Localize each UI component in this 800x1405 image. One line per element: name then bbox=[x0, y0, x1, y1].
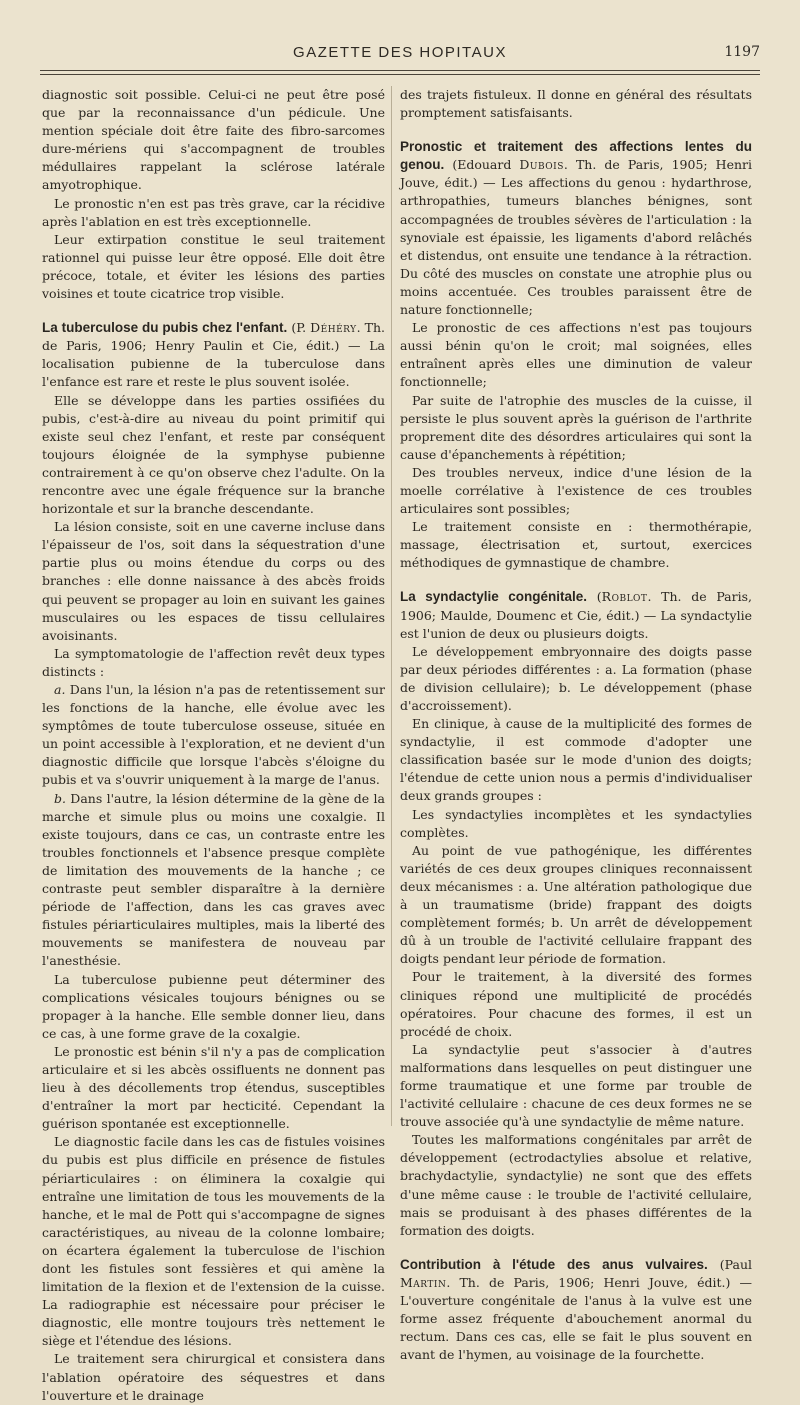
column-divider bbox=[391, 86, 392, 1126]
article-tuberculose-heading: La tuberculose du pubis chez l'enfant. (P. Déhéry. Th. de Paris, 1906; Henry Paulin et Cie, édit.) — La localisation pubienne de la tuberculose dans l'enfance est rare et reste le plus souvent isolée. bbox=[42, 320, 385, 390]
article-author: Roblot bbox=[601, 589, 648, 605]
header-rule-top bbox=[40, 70, 760, 71]
left-column bbox=[42, 86, 385, 1405]
article-title: La tuberculose du pubis chez l'enfant. bbox=[42, 320, 288, 336]
article-author: Déhéry bbox=[310, 320, 357, 336]
paragraph: Par suite de l'atrophie des muscles de la cuisse, il persiste le plus souvent après la guérison de l'arthrite proprement dite des désordres articulaires qui sont la cause d'épanchements à répétition; bbox=[400, 392, 752, 462]
article-syndactylie-heading: La syndactylie congénitale. (Roblot. Th. de Paris, 1906; Maulde, Doumenc et Cie, édit.) — La syndactylie est l'union de deux ou plusieurs doigts. bbox=[400, 589, 752, 641]
right-column bbox=[400, 86, 752, 1364]
article-citation: . Th. de Paris, 1906; Henri Jouve, édit.) — L'ouverture congénitale de l'anus à la vulve est une forme assez fréquente d'abouchement anormal du rectum. Dans ces cas, elle se fait le plus souvent en avant de l'hymen, au voisinage de la fourchette. bbox=[400, 1274, 752, 1363]
page-number: 1197 bbox=[724, 44, 760, 60]
paragraph: Pour le traitement, à la diversité des formes cliniques répond une multiplicité de procédés opératoires. Pour chacune des formes, il est un procédé de choix. bbox=[400, 969, 752, 1039]
paragraph: Des troubles nerveux, indice d'une lésion de la moelle corrélative à l'existence de ces troubles articulaires sont possibles; bbox=[400, 464, 752, 517]
paragraph: des trajets fistuleux. Il donne en général des résultats promptement satisfaisants. bbox=[400, 87, 752, 121]
paragraph: Le diagnostic facile dans les cas de fistules voisines du pubis est plus difficile en présence de fistules périarticulaires : on éliminera la coxalgie qui entraîne une limitation de tous les mouvements de la hanche, et le mal de Pott qui s'accompagne de signes caractéristiques, au niveau de la colonne lombaire; on écartera également la tuberculose de l'ischion dont les fistules sont fessières et qui amène la limitation de la flexion et de l'extension de la cuisse. La radiographie est nécessaire pour préciser le diagnostic, elle montre toujours très nettement le siège et l'étendue des lésions. bbox=[42, 1134, 385, 1349]
header-rule-bottom bbox=[40, 74, 760, 75]
paragraph: b. Dans l'autre, la lésion détermine de la gène de la marche et simule plus ou moins une coxalgie. Il existe toujours, dans ce cas, un contraste entre les troubles fonctionnels et l'absence presque complète de limitation des mouvements de la hanche ; ce contraste peut sembler disparaître à la dernière période de l'affection, dans les cas graves avec fistules périarticulaires multiples, mais la liberté des mouvements se manifestera de nouveau par l'anesthésie. bbox=[42, 790, 385, 969]
paragraph: Elle se développe dans les parties ossifiées du pubis, c'est-à-dire au niveau du point primitif qui existe seul chez l'enfant, et reste par conséquent toujours éloignée de la symphyse pubienne contrairement à ce qu'on observe chez l'adulte. On la rencontre avec une égale fréquence sur la branche horizontale et sur la branche descendante. bbox=[42, 392, 385, 517]
paragraph: La symptomatologie de l'affection revêt deux types distincts : bbox=[42, 645, 385, 679]
paragraph: Le traitement sera chirurgical et consistera dans l'ablation opératoire des séquestres et dans l'ouverture et le drainage bbox=[42, 1351, 385, 1403]
article-citation: . Th. de Paris, 1906; Maulde, Doumenc et Cie, édit.) — La syndactylie est l'union de deux ou plusieurs doigts. bbox=[400, 589, 752, 641]
page-header bbox=[40, 44, 760, 66]
paragraph: La syndactylie peut s'associer à d'autres malformations dans lesquelles on peut distinguer une forme traumatique et une forme par trouble de l'activité cellulaire : chacune de ces deux formes ne se trouve associée qu'à une syndactylie de même nature. bbox=[400, 1041, 752, 1130]
article-anus-heading: Contribution à l'étude des anus vulvaires. (Paul Martin. Th. de Paris, 1906; Henri Jouve, édit.) — L'ouverture congénitale de l'anus à la vulve est une forme assez fréquente d'abouchement anormal du rectum. Dans ces cas, elle se fait le plus souvent en avant de l'hymen, au voisinage de la fourchette. bbox=[400, 1256, 753, 1363]
paragraph: En clinique, à cause de la multiplicité des formes de syndactylie, il est commode d'adopter une classification basée sur le mode d'union des doigts; l'étendue de cette union nous a permis d'individualiser deux grands groupes : bbox=[400, 716, 752, 804]
article-citation: . Th. de Paris, 1906; Henry Paulin et Cie, édit.) — La localisation pubienne de la tuberculose dans l'enfance est rare et reste le plus souvent isolée. bbox=[42, 320, 385, 390]
article-title: Contribution à l'étude des anus vulvaires. bbox=[400, 1256, 708, 1272]
article-author: Martin bbox=[400, 1274, 447, 1290]
paragraph: Le développement embryonnaire des doigts passe par deux périodes différentes : a. La formation (phase de division cellulaire); b. Le développement (phase d'accroissement). bbox=[400, 643, 752, 713]
paragraph: diagnostic soit possible. Celui-ci ne peut être posé que par la reconnaissance d'un pédicule. Une mention spéciale doit être faite des fibro-sarcomes dure-mériens qui s'accompagnent de troubles médullaires rappelant la sclérose latérale amyotrophique. bbox=[42, 87, 385, 193]
journal-title: GAZETTE DES HOPITAUX bbox=[293, 44, 507, 61]
paragraph: Au point de vue pathogénique, les différentes variétés de ces deux groupes cliniques reconnaissent deux mécanismes : a. Une altération pathologique due à un traumatisme (bride) frappant des doigts complètement formés; b. Un arrêt de développement dû à un trouble de l'activité cellulaire frappant des doigts pendant leur période de formation. bbox=[400, 842, 752, 967]
paragraph: a. Dans l'un, la lésion n'a pas de retentissement sur les fonctions de la hanche, elle évolue avec les symptômes de toute tuberculose osseuse, située en un point accessible à l'exploration, et ne devient d'un diagnostic difficile que lorsque l'abcès s'éloigne du pubis et va s'ouvrir uniquement à la marge de l'anus. bbox=[42, 682, 385, 788]
paragraph: Les syndactylies incomplètes et les syndactylies complètes. bbox=[400, 806, 752, 840]
article-genou-heading: Pronostic et traitement des affections lentes du genou. (Edouard Dubois. Th. de Paris, 1905; Henri Jouve, édit.) — Les affections du genou : hydarthrose, arthropathies, tumeurs blanches bénignes, sont accompagnées de troubles sévères de l'articulation : la synoviale est épaissie, les ligaments d'abord relâchés et distendus, ont ensuite une tendance à la rétraction. Du côté des muscles on constate une atrophie plus ou moins accentuée. Ces troubles paraissent être de nature fonctionnelle; bbox=[400, 139, 752, 318]
article-title: La syndactylie congénitale. bbox=[400, 589, 588, 605]
article-citation: . Th. de Paris, 1905; Henri Jouve, édit.) — Les affections du genou : hydarthrose, arthropathies, tumeurs blanches bénignes, sont accompagnées de troubles sévères de l'articulation : la synoviale est épaissie, les ligaments d'abord relâchés et distendus, ont ensuite une tendance à la rétraction. Du côté des muscles on constate une atrophie plus ou moins accentuée. Ces troubles paraissent être de nature fonctionnelle; bbox=[400, 157, 752, 318]
paragraph: La lésion consiste, soit en une caverne incluse dans l'épaisseur de l'os, soit dans la séquestration d'une partie plus ou moins étendue du corps ou des branches : elle donne naissance à des abcès froids qui peuvent se propager au loin en suivant les gaines musculaires ou les espaces de tissu cellulaires avoisinants. bbox=[42, 519, 385, 643]
article-title: Pronostic et traitement des affections lentes du genou. bbox=[400, 139, 752, 173]
paragraph: Le pronostic est bénin s'il n'y a pas de complication articulaire et si les abcès ossifluents ne donnent pas lieu à des décollements trop étendus, susceptibles d'entraîner la mort par hecticité. Cependant la guérison spontanée est exceptionnelle. bbox=[42, 1043, 385, 1132]
paragraph: Le pronostic n'en est pas très grave, car la récidive après l'ablation en est très exceptionnelle. bbox=[42, 195, 385, 229]
paragraph: Le pronostic de ces affections n'est pas toujours aussi bénin qu'on le croit; mal soignées, elles entraînent après elles une diminution de valeur fonctionnelle; bbox=[400, 320, 752, 390]
paragraph: Toutes les malformations congénitales par arrêt de développement (ectrodactylies absolue et relative, brachydactylie, syndactylie) ne sont que des effets d'une même cause : le trouble de l'activité cellulaire, mais se produisant à des phases différentes de la formation des doigts. bbox=[400, 1132, 752, 1238]
paragraph: Le traitement consiste en : thermothérapie, massage, électrisation et, surtout, exercices méthodiques de gymnastique de chambre. bbox=[400, 519, 752, 571]
paragraph: La tuberculose pubienne peut déterminer des complications vésicales toujours bénignes ou se propager à la hanche. Elle semble donner lieu, dans ce cas, à une forme grave de la coxalgie. bbox=[42, 971, 385, 1041]
paragraph: Leur extirpation constitue le seul traitement rationnel qui puisse leur être opposé. Elle doit être précoce, totale, et éviter les lésions des parties voisines et toute cicatrice trop visible. bbox=[42, 231, 385, 302]
article-author: Dubois bbox=[519, 157, 564, 173]
